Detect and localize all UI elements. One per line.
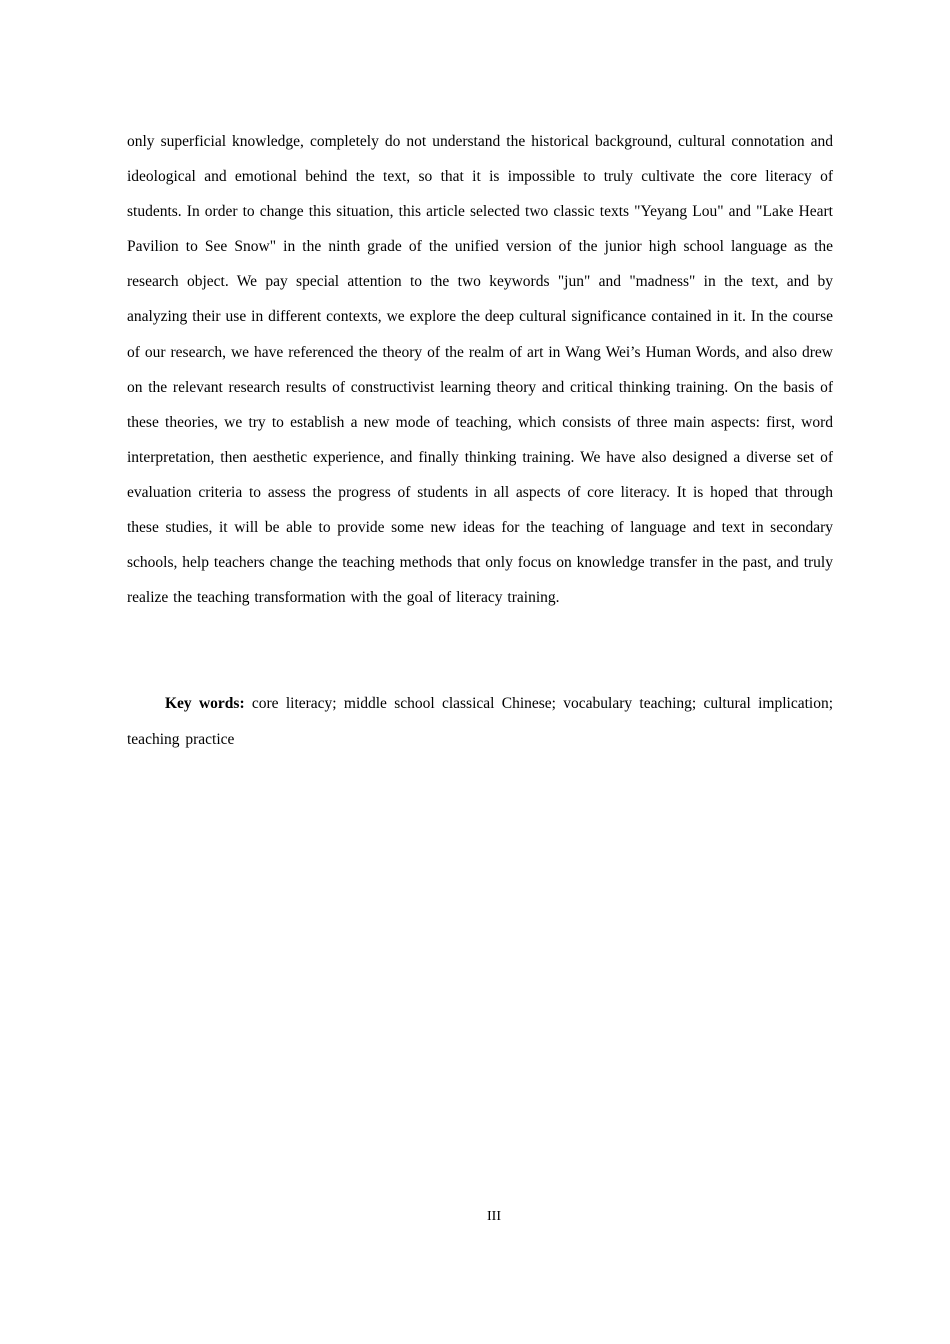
page-number: III [487,1209,501,1224]
keywords-paragraph [127,686,833,757]
keywords-label: Key words: [165,695,245,712]
keywords-list: core literacy; middle school classical Chinese; vocabulary teaching; cultural implication; teaching practice [127,695,833,748]
abstract-body-paragraph: only superficial knowledge, completely do not understand the historical background, cultural connotation and ideological and emotional behind the text, so that it is impossible to truly cultivate the core literacy of students. In order to change this situation, this article selected two classic texts "Yeyang Lou" and "Lake Heart Pavilion to See Snow" in the ninth grade of the unified version of the junior high school language as the research object. We pay special attention to the two keywords "jun" and "madness" in the text, and by analyzing their use in different contexts, we explore the deep cultural significance contained in it. In the course of our research, we have referenced the theory of the realm of art in Wang Wei’s Human Words, and also drew on the relevant research results of constructivist learning theory and critical thinking training. On the basis of these theories, we try to establish a new mode of teaching, which consists of three main aspects: first, word interpretation, then aesthetic experience, and finally thinking training. We have also designed a diverse set of evaluation criteria to assess the progress of students in all aspects of core literacy. It is hoped that through these studies, it will be able to provide some new ideas for the teaching of language and text in secondary schools, help teachers change the teaching methods that only focus on knowledge transfer in the past, and truly realize the teaching transformation with the goal of literacy training. [127,133,833,607]
